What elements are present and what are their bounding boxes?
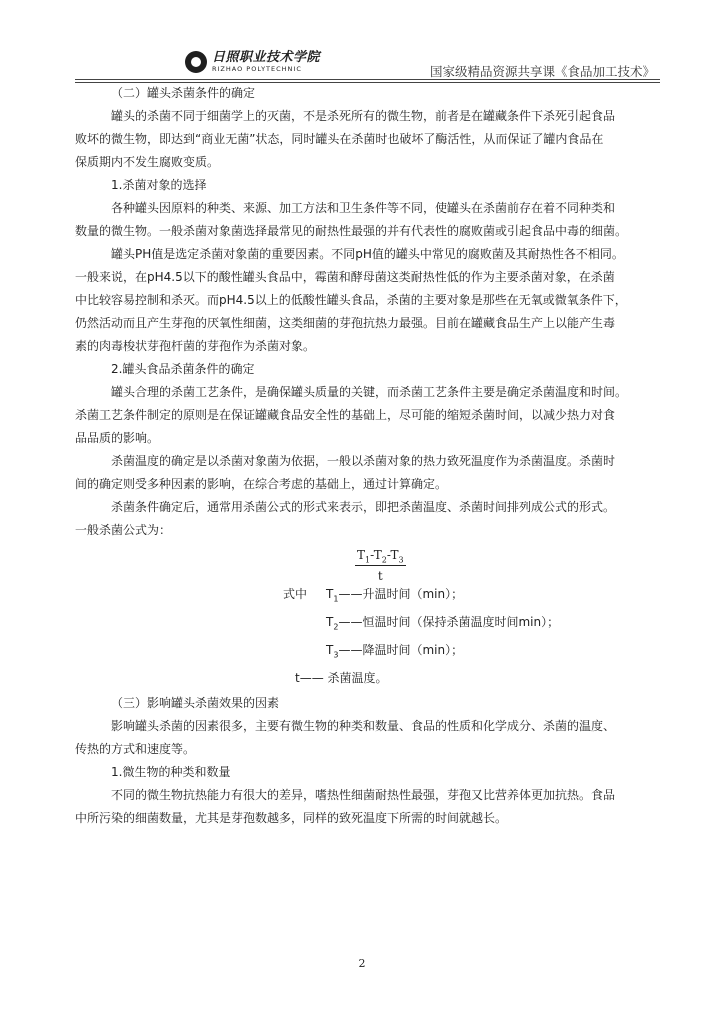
paragraph-line: 品品质的影响。 [75, 431, 160, 445]
formula-fraction [355, 548, 406, 583]
school-logo [185, 47, 320, 77]
legend-prefix: 式中 [283, 587, 308, 601]
formula-legend-temperature: t—— 杀菌温度。 [295, 671, 388, 685]
formula-legend-t1: 式中 $T_1——$升温时间（min）； [75, 580, 660, 608]
formula-legend-t2: $T_2——$恒温时间（保持杀菌温度时间min）； [326, 615, 560, 632]
section-heading: （三）影响罐头杀菌效果的因素 [111, 696, 280, 710]
paragraph-line: 一般来说，在pH4.5以下的酸性罐头食品中，霉菌和酵母菌这类耐热性低的作为主要杀菌对象，在杀菌 [75, 270, 615, 284]
sterilization-formula [75, 542, 660, 584]
course-title: 国家级精品资源共享课《食品加工技术》 [429, 64, 655, 79]
logo-chinese-name: 日照职业技术学院 [212, 50, 321, 66]
paragraph-line: 一般杀菌公式为： [75, 523, 172, 537]
paragraph-line: 杀菌工艺条件制定的原则是在保证罐藏食品安全性的基础上，尽可能的缩短杀菌时间，以减少热力对食 [75, 408, 616, 422]
paragraph-line: 杀菌温度的确定是以杀菌对象菌为依据，一般以杀菌对象的热力致死温度作为杀菌温度。杀菌时 [111, 454, 616, 468]
document-body [75, 82, 660, 830]
paragraph-line: 素的肉毒梭状芽孢杆菌的芽孢作为杀菌对象。 [75, 339, 316, 353]
paragraph-line: 中所污染的细菌数量，尤其是芽孢数越多，同样的致死温度下所需的时间就越长。 [75, 811, 508, 825]
paragraph-line: 各种罐头因原料的种类、来源、加工方法和卫生条件等不同，使罐头在杀菌前存在着不同种类和 [111, 201, 616, 215]
section-heading: （二）罐头杀菌条件的确定 [111, 86, 256, 100]
subsection-heading: 1.微生物的种类和数量 [111, 765, 231, 779]
paragraph-line: 罐头的杀菌不同于细菌学上的灭菌，不是杀死所有的微生物，前者是在罐藏条件下杀死引起食品 [111, 109, 616, 123]
paragraph-line: 中比较容易控制和杀灭。而pH4.5以上的低酸性罐头食品，杀菌的主要对象是那些在无氧或微氧条件下， [75, 293, 627, 307]
paragraph-line: 间的确定则受多种因素的影响，在综合考虑的基础上，通过计算确定。 [75, 477, 448, 491]
page-header [75, 44, 660, 80]
paragraph-line: 杀菌条件确定后，通常用杀菌公式的形式来表示，即把杀菌温度、杀菌时间排列成公式的形式。 [111, 500, 616, 514]
paragraph-line: 败坏的微生物，即达到“商业无菌”状态，同时罐头在杀菌时也破坏了酶活性，从而保证了罐内食品在 [75, 132, 604, 146]
paragraph-line: 罐头PH值是选定杀菌对象菌的重要因素。不同pH值的罐头中常见的腐败菌及其耐热性各不相同。 [111, 247, 624, 261]
paragraph-line: 罐头合理的杀菌工艺条件，是确保罐头质量的关键，而杀菌工艺条件主要是确定杀菌温度和时间。 [111, 385, 628, 399]
logo-english-name: RIZHAO POLYTECHNIC [212, 65, 302, 74]
paragraph-line: 仍然活动而且产生芽孢的厌氧性细菌，这类细菌的芽孢抗热力最强。目前在罐藏食品生产上以能产生毒 [75, 316, 616, 330]
formula-legend-t3: $T_3——$降温时间（min）； [326, 643, 464, 660]
paragraph-line: 不同的微生物抗热能力有很大的差异，嗜热性细菌耐热性最强，芽孢又比营养体更加抗热。食品 [111, 788, 616, 802]
paragraph-line: 传热的方式和速度等。 [75, 742, 196, 756]
formula-denominator: t [377, 569, 383, 584]
subsection-heading: 1.杀菌对象的选择 [111, 178, 207, 192]
formula-numerator: $T_1-T_2-T_3$ [357, 548, 404, 565]
paragraph-line: 数量的微生物。一般杀菌对象菌选择最常见的耐热性最强的并有代表性的腐败菌或引起食品中毒的细菌。 [75, 224, 628, 238]
page-number: 2 [358, 957, 366, 970]
header-divider [75, 79, 660, 80]
school-emblem-icon [185, 51, 207, 73]
subsection-heading: 2.罐头食品杀菌条件的确定 [111, 362, 255, 376]
paragraph-line: 保质期内不发生腐败变质。 [75, 155, 220, 169]
paragraph-line: 影响罐头杀菌的因素很多，主要有微生物的种类和数量、食品的性质和化学成分、杀菌的温度、 [111, 719, 616, 733]
